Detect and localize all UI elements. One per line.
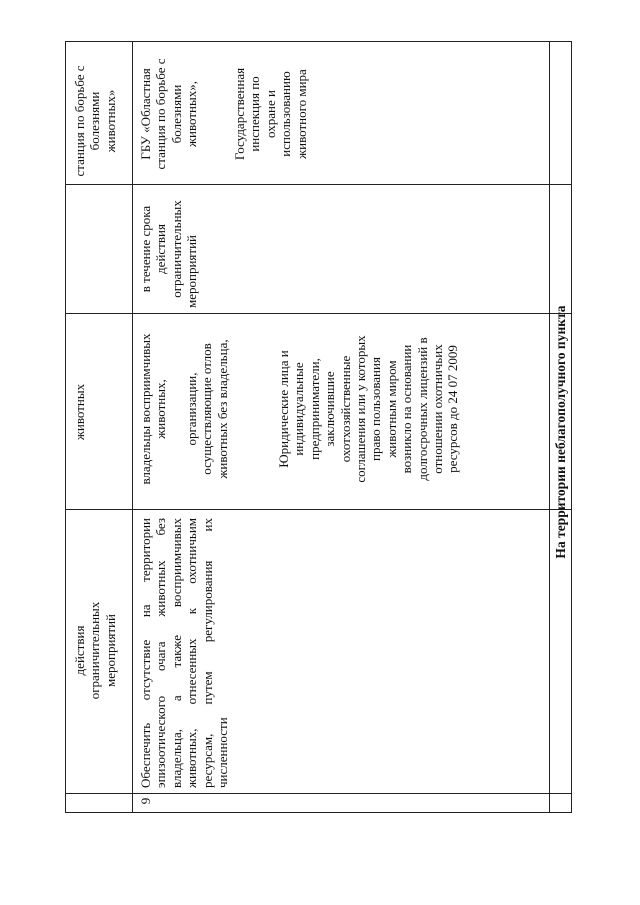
responsible-line: соглашения или у которых xyxy=(353,335,369,483)
header-col3-line: животных xyxy=(72,383,87,441)
deadline-line: в течение срока xyxy=(138,205,153,293)
header-col4-text xyxy=(72,523,118,778)
responsible-line: индивидуальные xyxy=(291,362,307,456)
executor-line: Государственная xyxy=(232,67,247,161)
responsible-line: право пользования xyxy=(368,357,384,461)
responsible-line: животным миром xyxy=(383,360,399,458)
responsible-line: предприниматели, xyxy=(306,358,322,460)
responsible-line: долгосрочных лицензий в xyxy=(414,337,430,481)
table-border-right xyxy=(65,812,571,813)
responsible-text-b xyxy=(276,316,461,502)
measure-line: животных, отнесенных к охотничьим xyxy=(184,518,200,788)
section-heading xyxy=(553,282,569,582)
executor-line: животного мира xyxy=(293,69,309,159)
table-border-left xyxy=(65,41,571,42)
executor-text-b xyxy=(232,49,309,179)
responsible-line xyxy=(169,316,184,502)
section-heading-text: На территории неблагополучного пункта xyxy=(553,305,568,559)
table-border-top xyxy=(65,41,66,813)
table-border-bottom xyxy=(571,41,572,813)
responsible-line: возникло на основании xyxy=(399,344,415,474)
row-divider-header-9 xyxy=(132,41,133,813)
executor-line: охране и xyxy=(262,90,278,138)
header-col5-line: болезнями xyxy=(87,91,103,151)
measure-text xyxy=(138,518,230,788)
responsible-line: отношении охотничьих xyxy=(430,344,446,474)
responsible-text-a xyxy=(138,316,230,502)
responsible-line: охотхозяйственные xyxy=(337,355,353,463)
measure-line: владельца, а также восприимчивых xyxy=(168,518,184,788)
responsible-line: животных, xyxy=(153,379,169,439)
header-col3-text xyxy=(72,327,87,497)
column-divider-1-2 xyxy=(65,184,571,185)
header-col4-line: действия xyxy=(72,625,87,676)
deadline-text xyxy=(138,190,200,308)
row-number: 9 xyxy=(138,797,153,805)
executor-line: ГБУ «Областная xyxy=(138,68,153,160)
responsible-line: организации, xyxy=(183,372,199,446)
measure-line: ресурсам, путем регулирования их xyxy=(199,518,215,788)
measure-line: Обеспечить отсутствие на территории xyxy=(138,518,153,788)
executor-text-a xyxy=(138,49,200,179)
header-col5-text xyxy=(72,57,118,185)
header-col5-line: животных» xyxy=(102,89,118,153)
measure-line: численности xyxy=(215,717,231,788)
row-divider-9-section xyxy=(549,41,550,813)
executor-line: животных», xyxy=(184,81,200,147)
column-divider-3-4 xyxy=(65,509,571,510)
executor-line: болезнями xyxy=(168,84,184,144)
header-col4-line: ограничительных xyxy=(87,601,103,700)
responsible-line: Юридические лица и xyxy=(276,350,291,468)
responsible-line: осуществляющие отлов xyxy=(199,343,215,475)
responsible-line: заключившие xyxy=(322,371,338,447)
executor-line: станция по борьбе с xyxy=(153,58,169,170)
deadline-line: мероприятий xyxy=(184,235,200,308)
header-col4-line: мероприятий xyxy=(102,614,118,687)
responsible-line: ресурсов до 24 07 2009 xyxy=(445,345,461,473)
deadline-line: действия xyxy=(153,224,169,274)
executor-line: инспекция по xyxy=(247,76,263,152)
measure-line: эпизоотического очага животных без xyxy=(153,518,169,788)
column-divider-2-3 xyxy=(65,313,571,314)
header-col5-line: станция по борьбе с xyxy=(72,65,87,177)
responsible-line: владельцы восприимчивых xyxy=(138,333,153,485)
executor-line: использованию xyxy=(278,71,294,157)
deadline-line: ограничительных xyxy=(168,200,184,298)
responsible-line: животных без владельца, xyxy=(214,339,230,479)
